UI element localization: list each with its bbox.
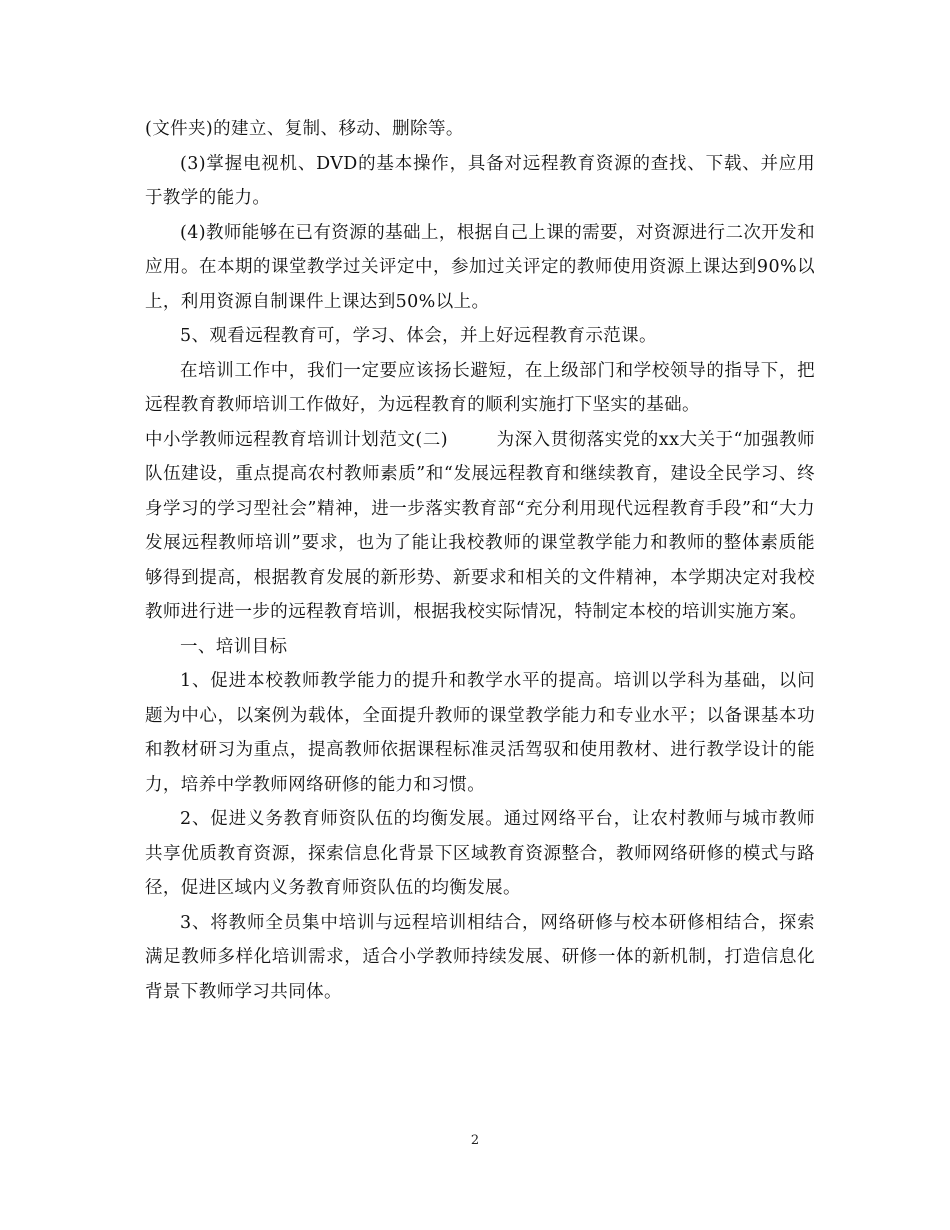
section-heading-training-goals: 一、培训目标 (180, 636, 288, 657)
paragraph-1: (文件夹)的建立、复制、移动、删除等。 (145, 119, 464, 139)
paragraph-10: 3、将教师全员集中培训与远程培训相结合，网络研修与校本研修相结合，探索满足教师多样化培训需求，适合小学教师持续发展、研修一体的新机制，打造信息化背景下教师学习共同体。 (145, 912, 815, 1002)
paragraph-3: (4)教师能够在已有资源的基础上，根据自己上课的需要，对资源进行二次开发和应用。在本期的课堂教学过关评定中，参加过关评定的教师使用资源上课达到90%以上，利用资源自制课件上课达到50%以上。 (145, 222, 815, 312)
paragraph-9: 2、促进义务教育师资队伍的均衡发展。通过网络平台，让农村教师与城市教师共享优质教育资源，探索信息化背景下区域教育资源整合，教师网络研修的模式与路径，促进区域内义务教育师资队伍的均衡发展。 (145, 809, 815, 898)
page-number: 2 (470, 1133, 480, 1148)
document-body (145, 112, 815, 1009)
paragraph-2: (3)掌握电视机、DVD的基本操作，具备对远程教育资源的查找、下载、并应用于教学的能力。 (145, 153, 815, 208)
paragraph-8: 1、促进本校教师教学能力的提升和教学水平的提高。培训以学科为基础，以问题为中心，以案例为载体，全面提升教师的课堂教学能力和专业水平；以备课基本功和教材研习为重点，提高教师依据课程标准灵活驾驭和使用教材、进行教学设计的能力，培养中学教师网络研修的能力和习惯。 (145, 671, 815, 795)
paragraph-6: 中小学教师远程教育培训计划范文(二) 为深入贯彻落实党的xx大关于“加强教师队伍建设，重点提高农村教师素质”和“发展远程教育和继续教育，建设全民学习、终身学习的学习型社会”精神，进一步落实教育部“充分利用现代远程教育手段”和“大力发展远程教师培训”要求，也为了能让我校教师的课堂教学能力和教师的整体素质能够得到提高，根据教育发展的新形势、新要求和相关的文件精神，本学期决定对我校教师进行进一步的远程教育培训，根据我校实际情况，特制定本校的培训实施方案。 (145, 429, 815, 622)
paragraph-5: 在培训工作中，我们一定要应该扬长避短，在上级部门和学校领导的指导下，把远程教育教师培训工作做好，为远程教育的顺利实施打下坚实的基础。 (145, 360, 815, 415)
paragraph-4: 5、观看远程教育可，学习、体会，并上好远程教育示范课。 (180, 326, 657, 346)
